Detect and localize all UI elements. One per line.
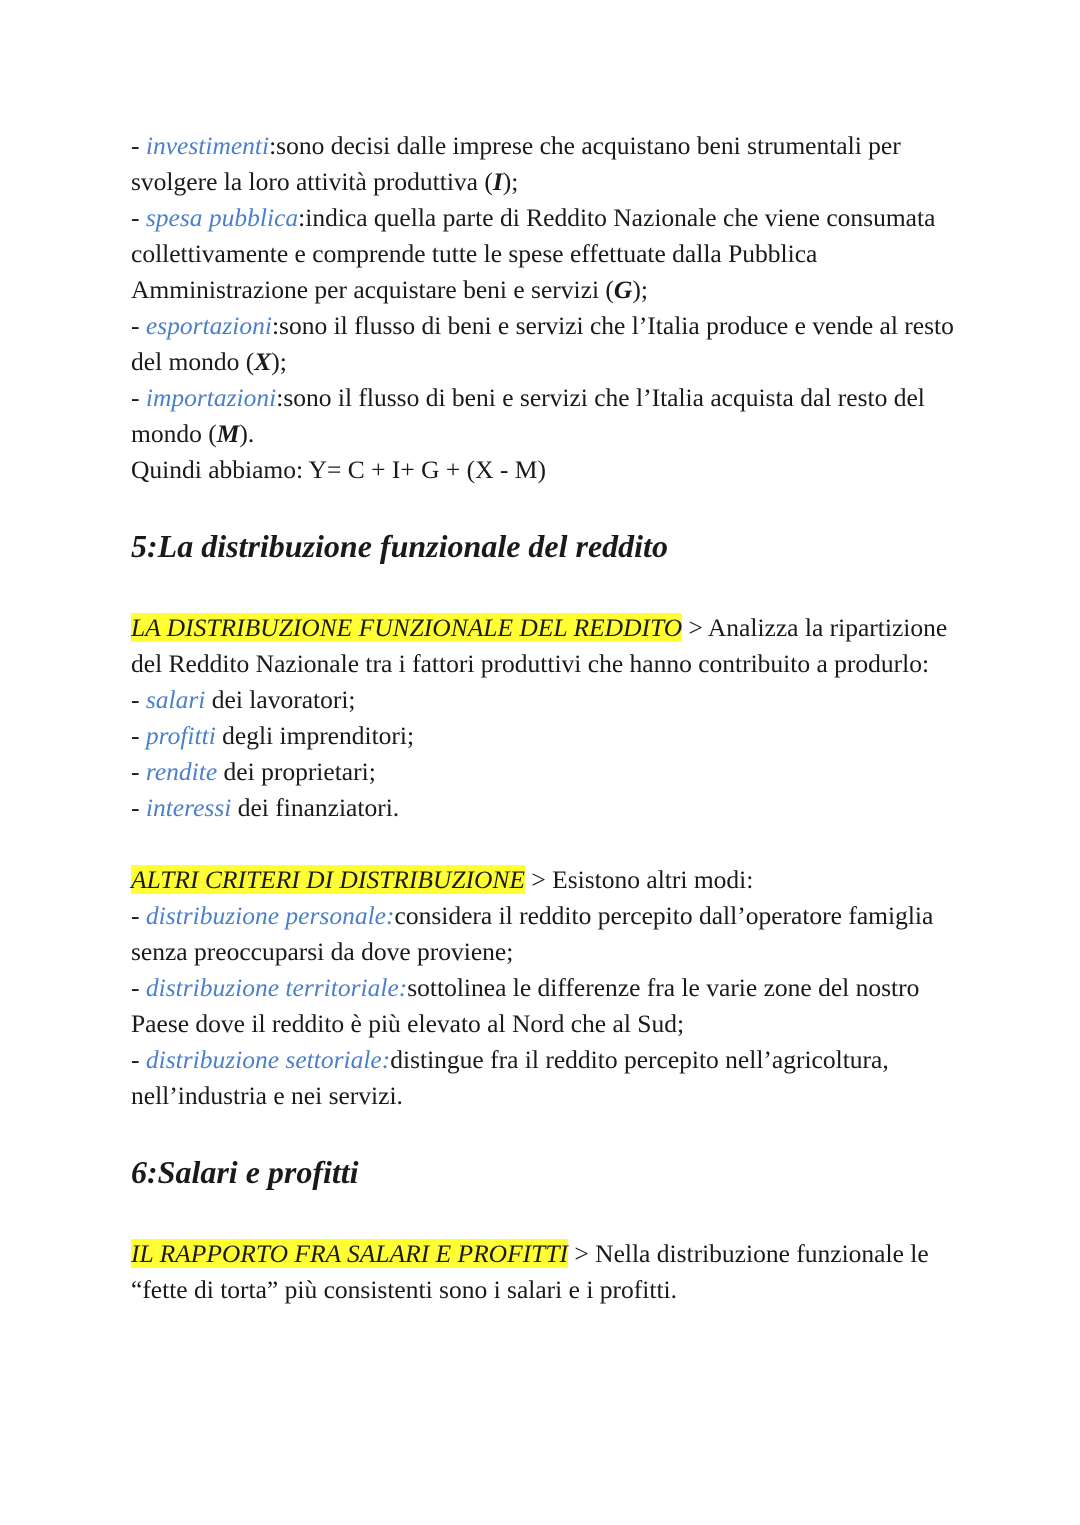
bullet: -: [131, 203, 146, 232]
term: rendite: [145, 757, 218, 786]
definition-text: :sono il flusso di beni e servizi che l’Italia produce e vende al resto del mondo (: [131, 311, 954, 376]
bullet: -: [131, 757, 146, 786]
document-page: [131, 128, 961, 1308]
term: salari: [145, 685, 206, 714]
definition-text: :indica quella parte di Reddito Nazionale che viene consumata collettivamente e comprende tutte le spese effettuate dalla Pubblica Amministrazione per acquistare beni e servizi (: [131, 203, 936, 304]
section-heading-5: 5:La distribuzione funzionale del reddito: [131, 528, 668, 564]
paragraph-text: Nella distribuzione funzionale le “fette di torta” più consistenti sono i salari e i profitti.: [131, 1239, 929, 1304]
arrow-separator: >: [568, 1239, 596, 1268]
item-text: distingue fra il reddito percepito nell’agricoltura, nell’industria e nei servizi.: [131, 1045, 889, 1110]
term: distribuzione territoriale:: [145, 973, 408, 1002]
punctuation: );: [502, 167, 519, 196]
list-item-investimenti: [131, 128, 961, 200]
symbol: I: [492, 167, 503, 196]
item-text: degli imprenditori;: [215, 721, 415, 750]
spacer: [131, 488, 961, 526]
symbol: M: [216, 419, 240, 448]
list-item: [131, 718, 961, 754]
highlighted-keyword: ALTRI CRITERI DI DISTRIBUZIONE: [131, 865, 526, 894]
paragraph-text: Analizza la ripartizione del Reddito Nazionale tra i fattori produttivi che hanno contribuito a produrlo:: [131, 613, 948, 678]
arrow-separator: >: [682, 613, 708, 642]
symbol: G: [613, 275, 633, 304]
term-spesa-pubblica: spesa pubblica: [145, 203, 299, 232]
spacer: [131, 826, 961, 862]
term-esportazioni: esportazioni: [145, 311, 272, 340]
formula-line: Quindi abbiamo: Y= C + I+ G + (X - M): [131, 455, 546, 484]
paragraph-altri-criteri: [131, 862, 961, 898]
item-text: dei finanziatori.: [231, 793, 400, 822]
bullet: -: [131, 1045, 146, 1074]
list-item-esportazioni: [131, 308, 961, 380]
arrow-separator: >: [525, 865, 553, 894]
bullet: -: [131, 131, 146, 160]
term: interessi: [145, 793, 232, 822]
bullet: -: [131, 383, 146, 412]
symbol: X: [254, 347, 272, 376]
list-item: [131, 682, 961, 718]
punctuation: );: [271, 347, 287, 376]
spacer: [131, 1192, 961, 1236]
section-heading-6: 6:Salari e profitti: [131, 1154, 359, 1190]
term: distribuzione personale:: [145, 901, 395, 930]
spacer: [131, 1114, 961, 1152]
punctuation: );: [632, 275, 648, 304]
bullet: -: [131, 685, 146, 714]
spacer: [131, 566, 961, 610]
bullet: -: [131, 793, 146, 822]
bullet: -: [131, 901, 146, 930]
item-text: dei lavoratori;: [205, 685, 356, 714]
list-item-importazioni: [131, 380, 961, 452]
item-text: sottolinea le differenze fra le varie zone del nostro Paese dove il reddito è più elevato al Nord che al Sud;: [131, 973, 920, 1038]
highlighted-keyword: LA DISTRIBUZIONE FUNZIONALE DEL REDDITO: [131, 613, 683, 642]
list-item: [131, 970, 961, 1042]
list-item: [131, 1042, 961, 1114]
bullet: -: [131, 311, 146, 340]
bullet: -: [131, 973, 146, 1002]
term-investimenti: investimenti: [145, 131, 270, 160]
term: distribuzione settoriale:: [145, 1045, 391, 1074]
definition-text: :sono il flusso di beni e servizi che l’Italia acquista dal resto del mondo (: [131, 383, 925, 448]
list-item: [131, 898, 961, 970]
list-item-spesa-pubblica: [131, 200, 961, 308]
definition-text: :sono decisi dalle imprese che acquistano beni strumentali per svolgere la loro attività produttiva (: [131, 131, 901, 196]
punctuation: ).: [239, 419, 255, 448]
highlighted-keyword: IL RAPPORTO FRA SALARI E PROFITTI: [131, 1239, 569, 1268]
paragraph-distribuzione-funzionale: [131, 610, 961, 682]
list-item: [131, 754, 961, 790]
paragraph-rapporto-salari-profitti: [131, 1236, 961, 1308]
item-text: dei proprietari;: [217, 757, 376, 786]
list-item: [131, 790, 961, 826]
term: profitti: [145, 721, 216, 750]
term-importazioni: importazioni: [145, 383, 277, 412]
item-text: considera il reddito percepito dall’operatore famiglia senza preoccuparsi da dove proviene;: [131, 901, 934, 966]
paragraph-text: Esistono altri modi:: [552, 865, 754, 894]
bullet: -: [131, 721, 146, 750]
